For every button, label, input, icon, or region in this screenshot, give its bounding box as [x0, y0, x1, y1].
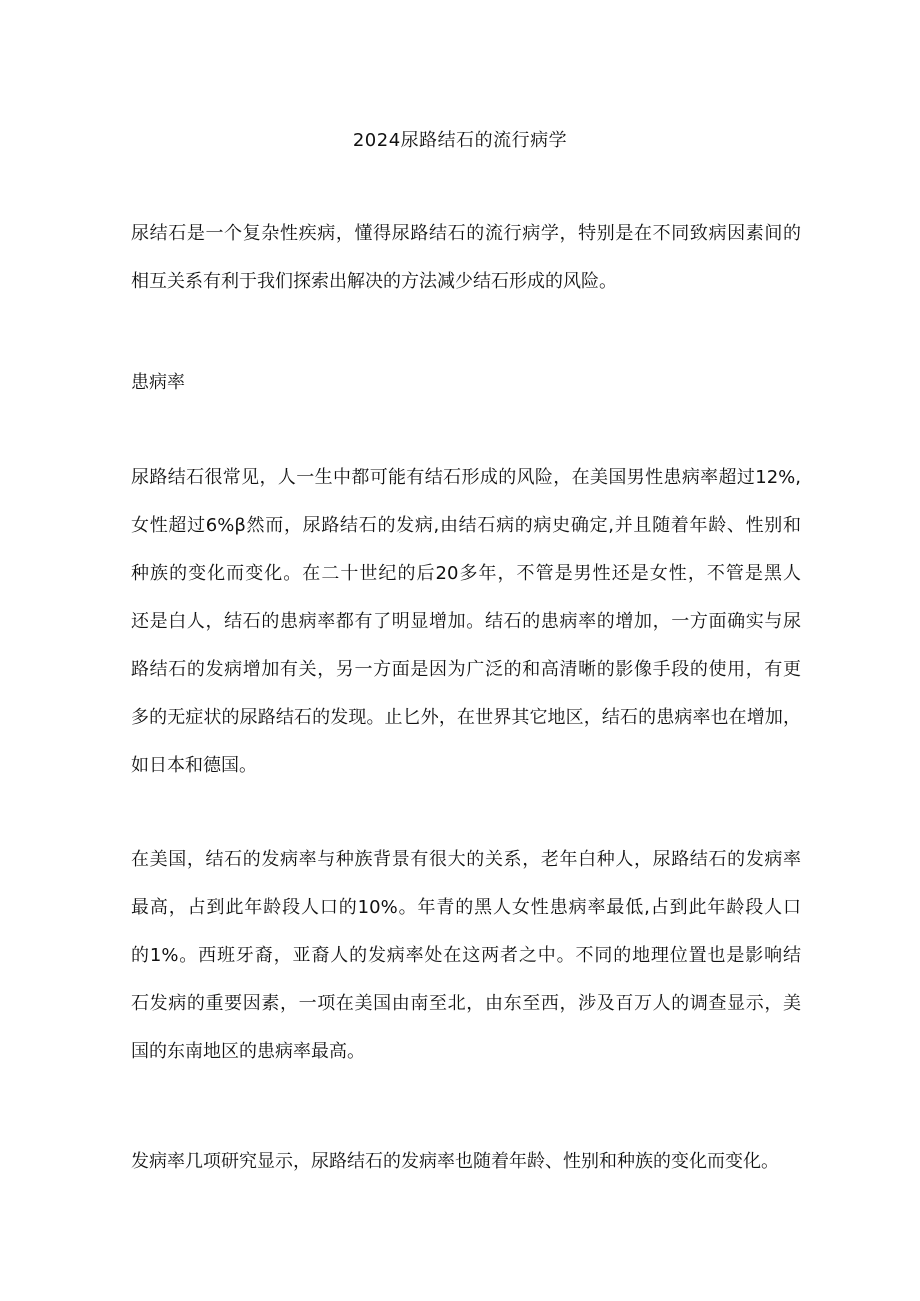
incidence-paragraph: [131, 1138, 801, 1186]
paragraph-line: 尿路结石很常见，人一生中都可能有结石形成的风险，在美国男性患病率超过12%,: [131, 467, 801, 488]
paragraph-line: 种族的变化而变化。在二十世纪的后20多年，不管是男性还是女性，不管是黑人: [131, 563, 801, 584]
paragraph-line: 女性超过6%β然而，尿路结石的发病,由结石病的病史确定,并且随着年龄、性别和: [131, 515, 801, 536]
paragraph-line: 路结石的发病增加有关，另一方面是因为广泛的和高清晰的影像手段的使用，有更: [131, 659, 801, 680]
paragraph-line: 还是白人，结石的患病率都有了明显增加。结石的患病率的增加，一方面确实与尿: [131, 611, 801, 632]
paragraph-line: 多的无症状的尿路结石的发现。止匕外，在世界其它地区，结石的患病率也在增加，: [131, 707, 801, 728]
paragraph-line: 相互关系有利于我们探索出解决的方法减少结石形成的风险。: [131, 271, 617, 292]
prevalence-paragraph: [131, 454, 801, 790]
document-title: 2024尿路结石的流行病学: [352, 130, 568, 151]
paragraph-line: 如日本和德国。: [131, 755, 257, 776]
paragraph-line: 国的东南地区的患病率最高。: [131, 1041, 365, 1062]
paragraph-line: 石发病的重要因素，一项在美国由南至北，由东至西，涉及百万人的调查显示，美: [131, 993, 801, 1014]
paragraph-line: 最高，占到此年龄段人口的10%。年青的黑人女性患病率最低,占到此年龄段人口: [131, 897, 801, 918]
intro-paragraph: [131, 210, 801, 306]
paragraph-line: 发病率几项研究显示，尿路结石的发病率也随着年龄、性别和种族的变化而变化。: [131, 1151, 779, 1172]
section-heading: 患病率: [131, 372, 185, 393]
paragraph-line: 尿结石是一个复杂性疾病，懂得尿路结石的流行病学，特别是在不同致病因素间的: [131, 223, 801, 244]
paragraph-line: 在美国，结石的发病率与种族背景有很大的关系，老年白种人，尿路结石的发病率: [131, 849, 801, 870]
us-race-paragraph: [131, 836, 801, 1076]
paragraph-line: 的1%。西班牙裔，亚裔人的发病率处在这两者之中。不同的地理位置也是影响结: [131, 945, 801, 966]
